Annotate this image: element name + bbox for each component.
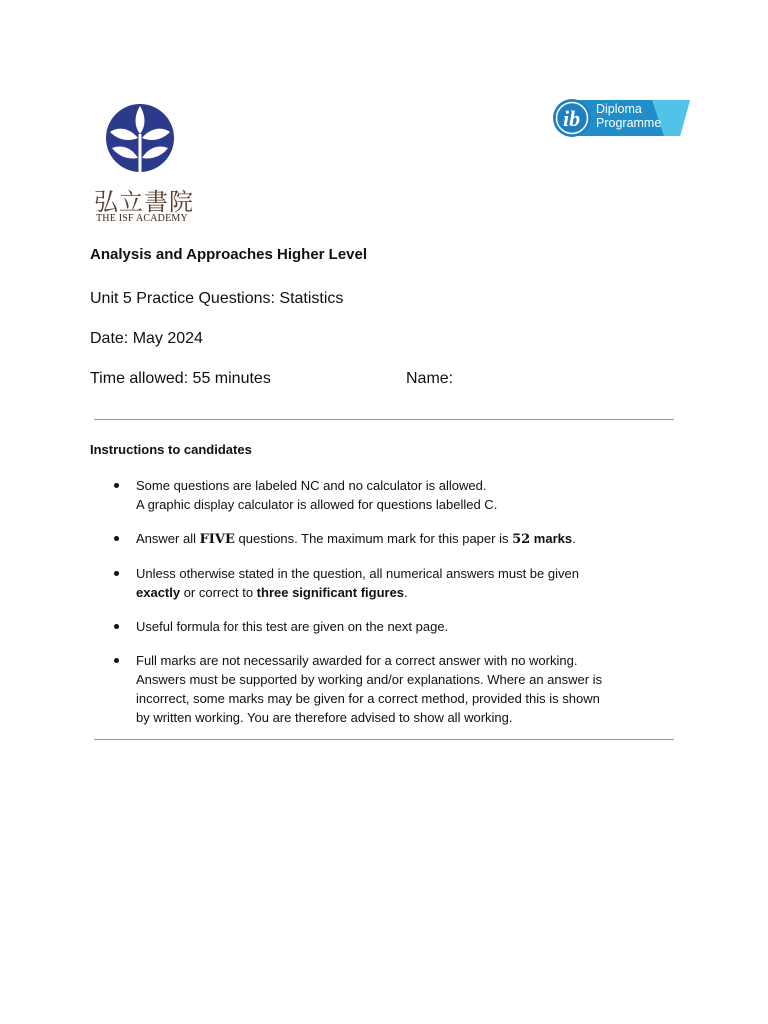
name-label: Name: [406, 370, 454, 387]
instruction-text: A graphic display calculator is allowed for questions labelled C. [136, 497, 498, 512]
instruction-accuracy [112, 564, 652, 602]
text-fragment: Answer all [136, 531, 200, 546]
ib-programme-text [596, 102, 661, 130]
school-name-english: THE ISF ACADEMY [96, 213, 188, 224]
ib-diploma-label: Diploma [596, 102, 642, 116]
instruction-text: incorrect, some marks may be given for a correct method, provided this is shown [136, 691, 600, 706]
text-fragment: questions. The maximum mark for this paper is [234, 531, 513, 546]
instruction-text [136, 529, 652, 549]
bullet-dot [114, 624, 119, 629]
bullet-dot [114, 536, 119, 541]
school-name-chinese: 弘立書院 [94, 188, 194, 216]
exam-unit: Unit 5 Practice Questions: Statistics [90, 290, 344, 307]
instructions-heading: Instructions to candidates [90, 442, 252, 457]
instruction-answer-all [112, 529, 652, 549]
instructions-list [112, 476, 652, 727]
max-mark: 52 [512, 532, 531, 547]
instruction-text: Answers must be supported by working and/or explanations. Where an answer is [136, 672, 603, 687]
bullet-dot [114, 658, 119, 663]
text-fragment: . [572, 531, 576, 546]
instruction-formula [112, 617, 652, 636]
exam-time-allowed: Time allowed: 55 minutes [90, 370, 271, 387]
ib-diploma-logo [552, 98, 692, 140]
emphasis-sig-figs: three significant figures [256, 585, 405, 600]
instruction-text: Full marks are not necessarily awarded for a correct answer with no working. [136, 653, 578, 668]
svg-text:ib: ib [563, 106, 581, 131]
bullet-dot [114, 571, 119, 576]
instruction-calculator [112, 476, 652, 514]
isf-academy-logo [94, 96, 194, 228]
instruction-text: Useful formula for this test are given on the next page. [136, 619, 449, 634]
instruction-text: Unless otherwise stated in the question, all numerical answers must be given [136, 566, 579, 581]
emphasis-exactly: exactly [136, 585, 181, 600]
top-divider [94, 419, 674, 420]
text-fragment: or correct to [180, 585, 257, 600]
exam-title: Analysis and Approaches Higher Level [90, 246, 368, 263]
bottom-divider [94, 739, 674, 740]
exam-date: Date: May 2024 [90, 330, 203, 347]
instruction-text: by written working. You are therefore advised to show all working. [136, 710, 513, 725]
ib-programme-label: Programme [596, 116, 662, 130]
bullet-dot [114, 483, 119, 488]
instruction-working [112, 651, 652, 727]
marks-word: marks [530, 531, 573, 546]
isf-emblem-icon [94, 96, 194, 180]
text-fragment: . [404, 585, 408, 600]
instruction-text: Some questions are labeled NC and no calculator is allowed. [136, 478, 487, 493]
instruction-text [136, 583, 652, 602]
question-count: FIVE [199, 532, 235, 547]
